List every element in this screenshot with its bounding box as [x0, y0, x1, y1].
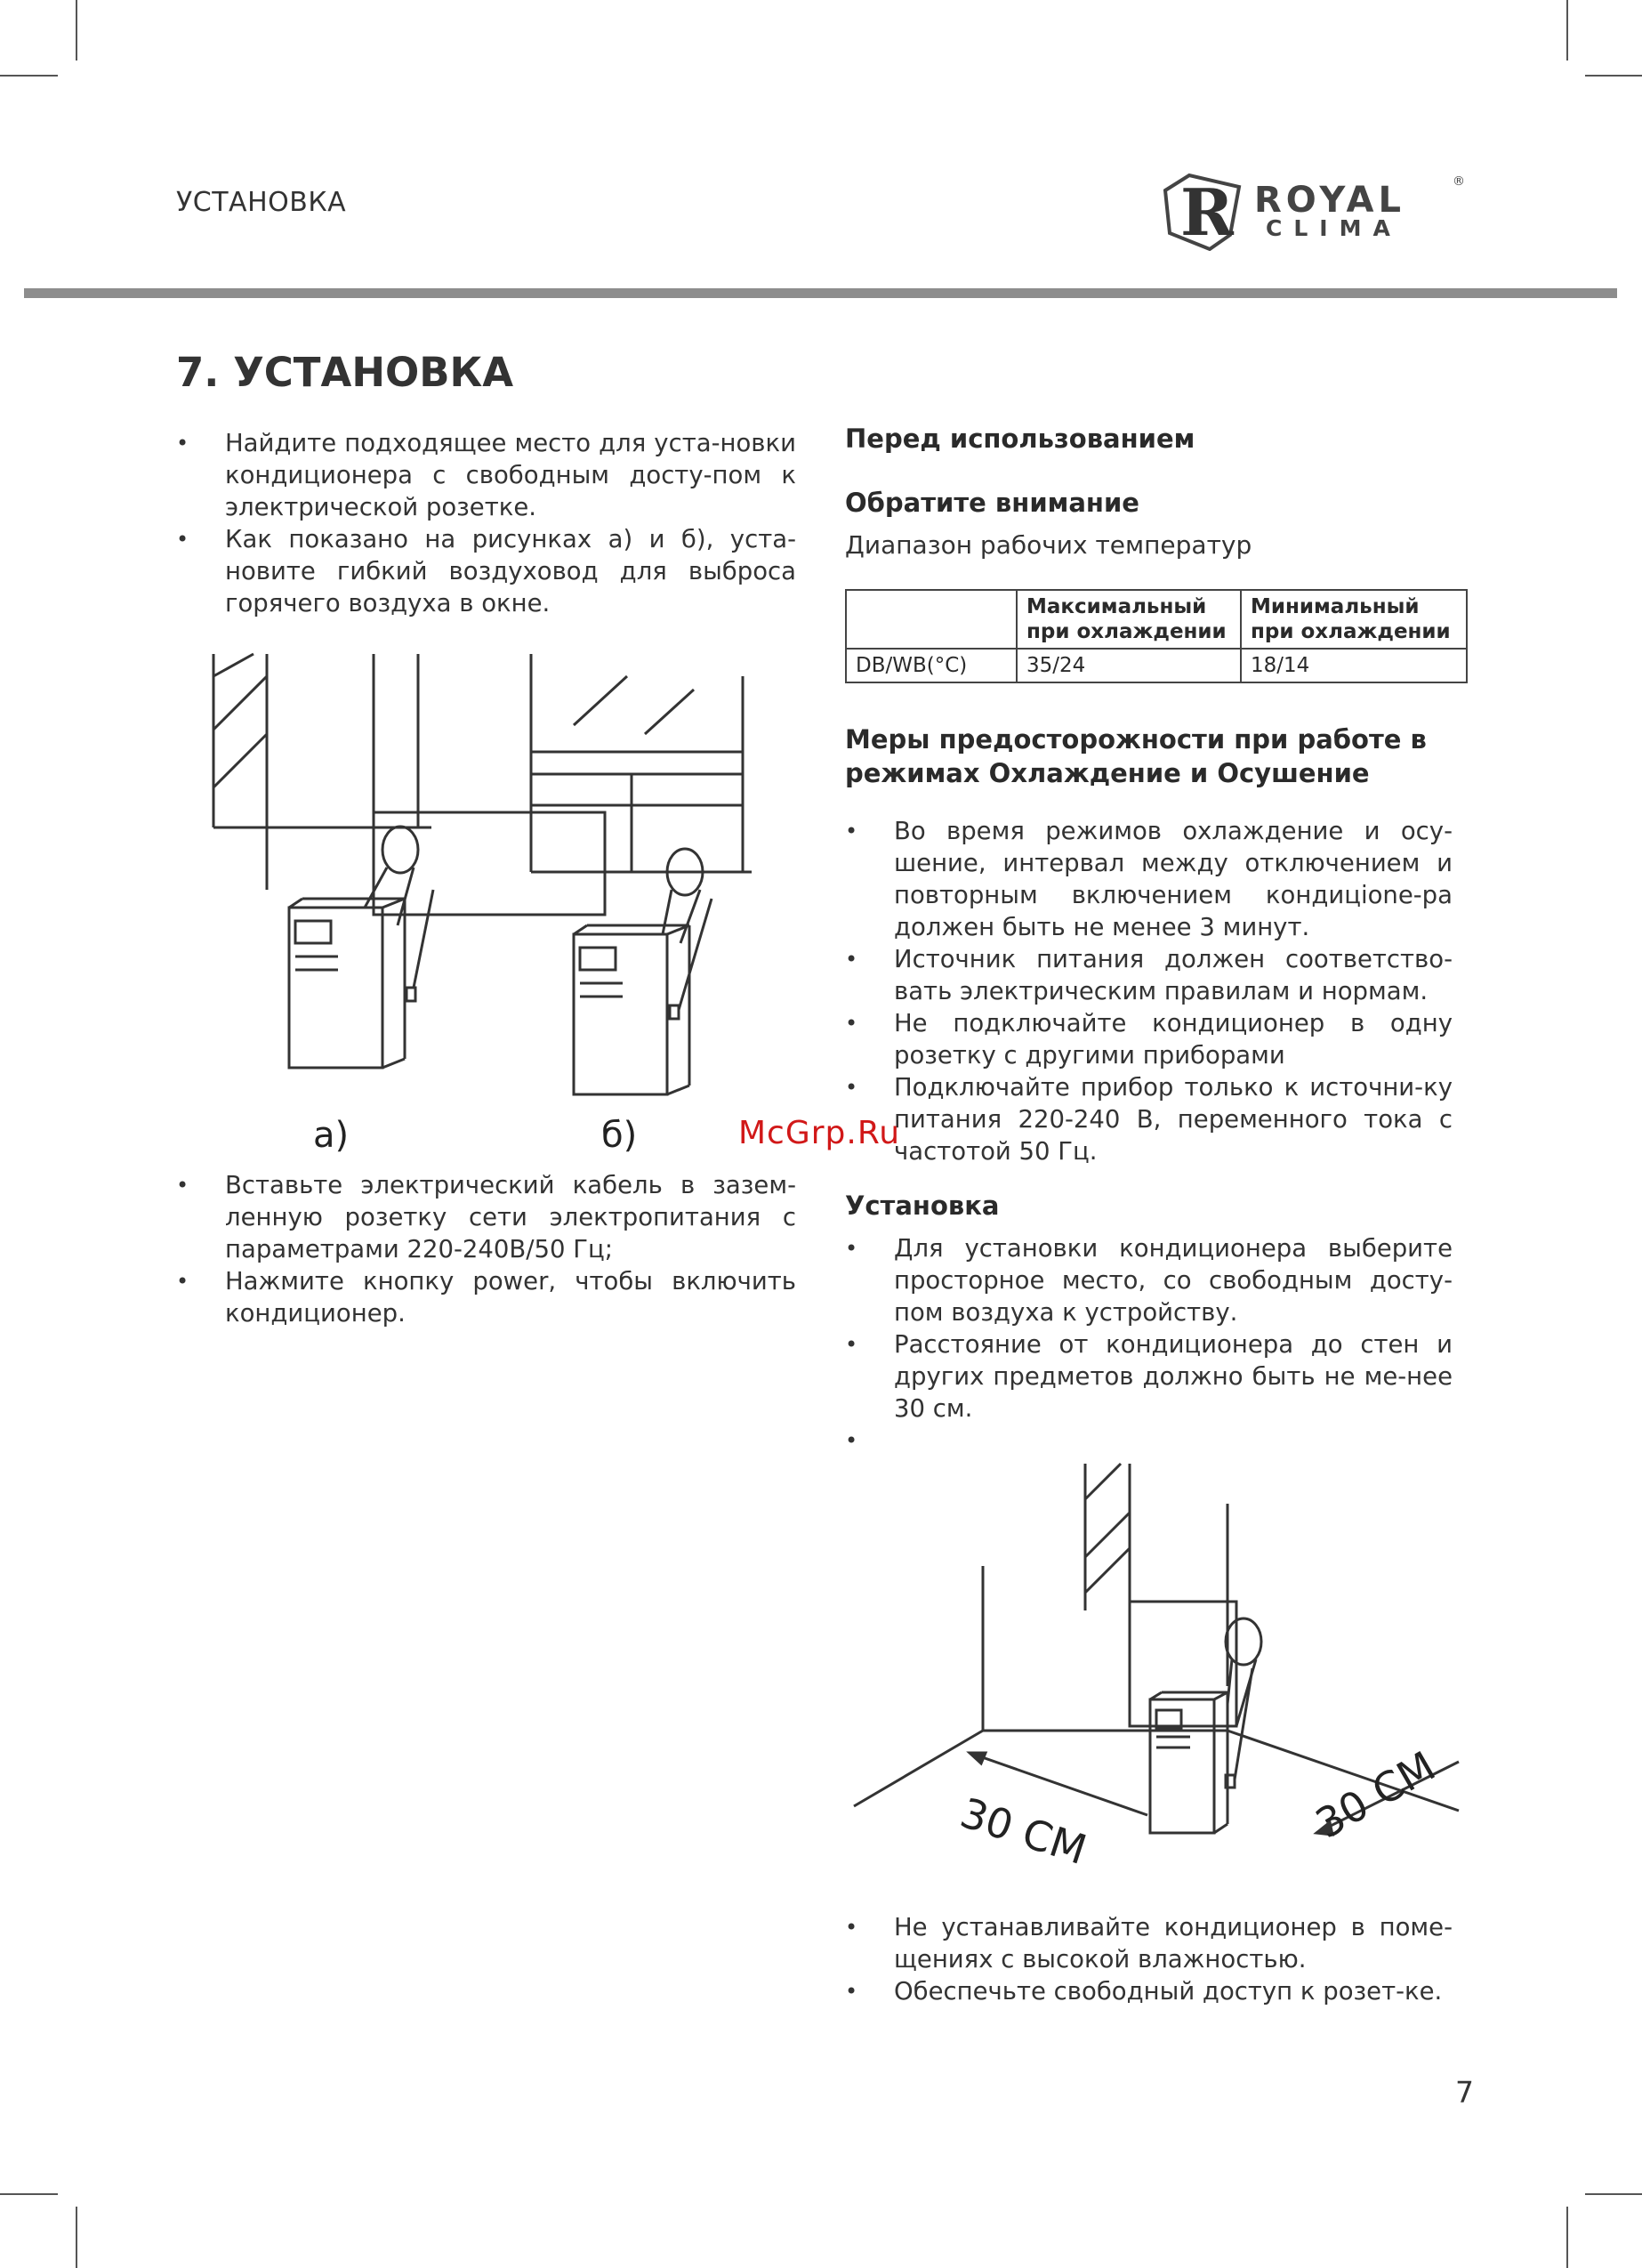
precautions-heading: Меры предосторожности при работе в режимах Охлаждение и Осушение — [845, 724, 1427, 788]
intro-list — [176, 427, 796, 619]
before-use-heading: Перед использованием — [845, 424, 1195, 454]
crop-mark — [0, 2193, 58, 2195]
clearance-label-right: 30 CM — [1308, 1741, 1444, 1848]
power-list — [176, 1169, 796, 1329]
brand-registered: ® — [1453, 174, 1465, 189]
crop-mark — [1566, 2207, 1568, 2268]
header-rule — [24, 288, 1617, 298]
figure-label-b: б) — [601, 1115, 638, 1156]
crop-mark — [1585, 2193, 1642, 2195]
crop-mark — [1566, 0, 1568, 61]
page-number: 7 — [1455, 2075, 1474, 2110]
table-cell: DB/WB(°C) — [846, 649, 1017, 682]
table-header-cell: Максимальный при охлаждении — [1017, 590, 1241, 649]
table-header-cell — [846, 590, 1017, 649]
list-item: • Во время режимов охлаждение и осу-шение, интервал между отключением и повторным включением кондицione-ра должен быть не менее 3 минут. — [845, 815, 1453, 943]
list-item: • Вставьте электрический кабель в зазем-ленную розетку сети электропитания с параметрами 220-240В/50 Гц; — [176, 1169, 796, 1265]
list-item: • Источник питания должен соответство-вать электрическим правилам и нормам. — [845, 943, 1453, 1007]
temperature-table — [845, 589, 1468, 683]
temp-range-label: Диапазон рабочих температур — [845, 530, 1252, 560]
list-item: • Нажмите кнопку power, чтобы включить кондиционер. — [176, 1265, 796, 1329]
list-item — [845, 1425, 1453, 1457]
list-item: • Не подключайте кондиционер в одну розетку с другими приборами — [845, 1007, 1453, 1071]
list-item: • Как показано на рисунках а) и б), уста-новите гибкий воздуховод для выброса горячего воздуха в окне. — [176, 523, 796, 619]
list-item: • Найдите подходящее место для уста-новки кондиционера с свободным досту-пом к электрической розетке. — [176, 427, 796, 523]
table-cell: 35/24 — [1017, 649, 1241, 682]
list-item: • Для установки кондиционера выберите просторное место, со свободным досту-пом воздуха к устройству. — [845, 1232, 1453, 1328]
install-list — [845, 1232, 1453, 1457]
list-item: • Не устанавливайте кондиционер в поме-щениях с высокой влажностью. — [845, 1911, 1453, 1975]
figure-label-a: а) — [313, 1115, 350, 1156]
list-item: • Подключайте прибор только к источни-ку питания 220-240 В, переменного тока с частотой 50 Гц. — [845, 1071, 1453, 1167]
list-item: • Расстояние от кондиционера до стен и других предметов должно быть не ме-нее 30 см. — [845, 1328, 1453, 1425]
precautions-list — [845, 815, 1453, 1167]
brand-name: ROYAL — [1254, 180, 1405, 221]
crop-mark — [76, 0, 77, 61]
brand-logo — [1161, 171, 1481, 251]
installation-figure-window — [200, 650, 778, 1112]
final-list — [845, 1911, 1453, 2007]
crop-mark — [0, 75, 58, 77]
list-item: • Обеспечьте свободный доступ к розет-ке. — [845, 1975, 1453, 2007]
watermark: McGrp.Ru — [738, 1115, 901, 1151]
note-heading: Обратите внимание — [845, 488, 1139, 518]
page-title: 7. УСТАНОВКА — [176, 349, 514, 396]
crop-mark — [1585, 75, 1642, 77]
table-header-cell: Минимальный при охлаждении — [1241, 590, 1467, 649]
table-cell: 18/14 — [1241, 649, 1467, 682]
header-section-label: УСТАНОВКА — [176, 187, 347, 218]
clearance-label-left: 30 CM — [954, 1788, 1092, 1875]
crop-mark — [76, 2207, 77, 2268]
svg-text:R: R — [1180, 174, 1234, 250]
royal-clima-r-icon — [1161, 171, 1250, 251]
brand-sub: CLIMA — [1266, 215, 1402, 241]
install-heading: Установка — [845, 1190, 1000, 1221]
